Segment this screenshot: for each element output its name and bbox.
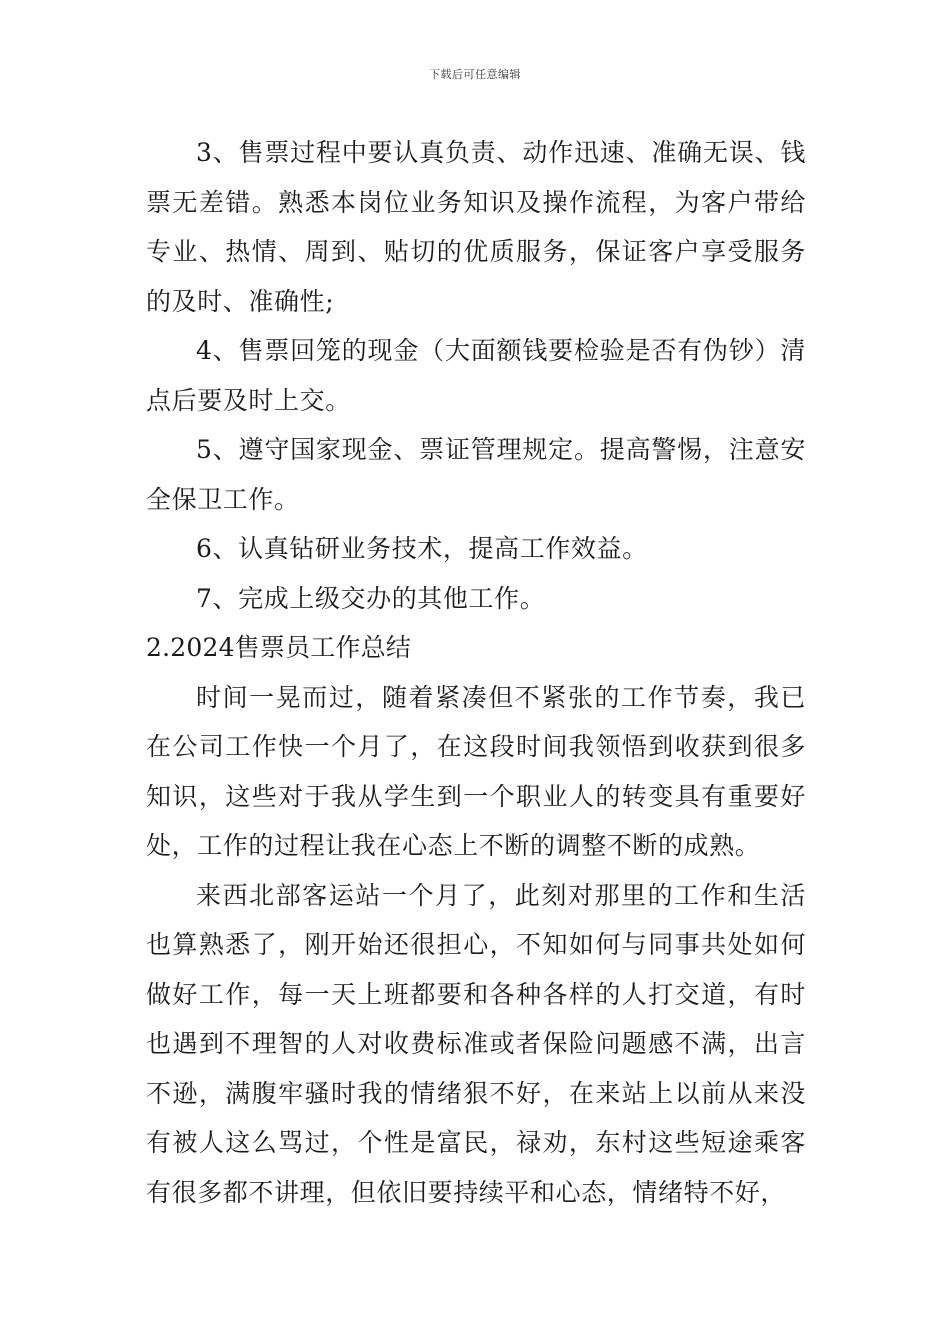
summary-paragraph-1: 时间一晃而过，随着紧凑但不紧张的工作节奏，我已在公司工作快一个月了，在这段时间我领悟到收获到很多知识，这些对于我从学生到一个职业人的转变具有重要好处，工作的过程让我在心态上不断的调整不断的成熟。: [146, 682, 806, 860]
document-body: [146, 128, 806, 1217]
paragraph-item-5: 5、遵守国家现金、票证管理规定。提高警惕，注意安全保卫工作。: [146, 435, 806, 514]
paragraph-item-4: 4、售票回笼的现金（大面额钱要检验是否有伪钞）清点后要及时上交。: [146, 336, 806, 415]
paragraph-item-6: 6、认真钻研业务技术，提高工作效益。: [196, 534, 648, 563]
paragraph-item-7: 7、完成上级交办的其他工作。: [196, 583, 546, 613]
paragraph-item-3: 3、售票过程中要认真负责、动作迅速、准确无误、钱票无差错。熟悉本岗位业务知识及操作流程，为客户带给专业、热情、周到、贴切的优质服务，保证客户享受服务的及时、准确性;: [146, 138, 806, 316]
summary-paragraph-2: 来西北部客运站一个月了，此刻对那里的工作和生活也算熟悉了，刚开始还很担心，不知如何与同事共处如何做好工作，每一天上班都要和各种各样的人打交道，有时也遇到不理智的人对收费标准或者保险问题感不满，出言不逊，满腹牢骚时我的情绪狠不好，在来站上以前从来没有被人这么骂过，个性是富民，禄劝，东村这些短途乘客有很多都不讲理，但依旧要持续平和心态，情绪特不好，: [146, 880, 806, 1207]
section-heading: 2.2024售票员工作总结: [146, 633, 412, 662]
page-header: 下载后可任意编辑: [429, 68, 521, 81]
